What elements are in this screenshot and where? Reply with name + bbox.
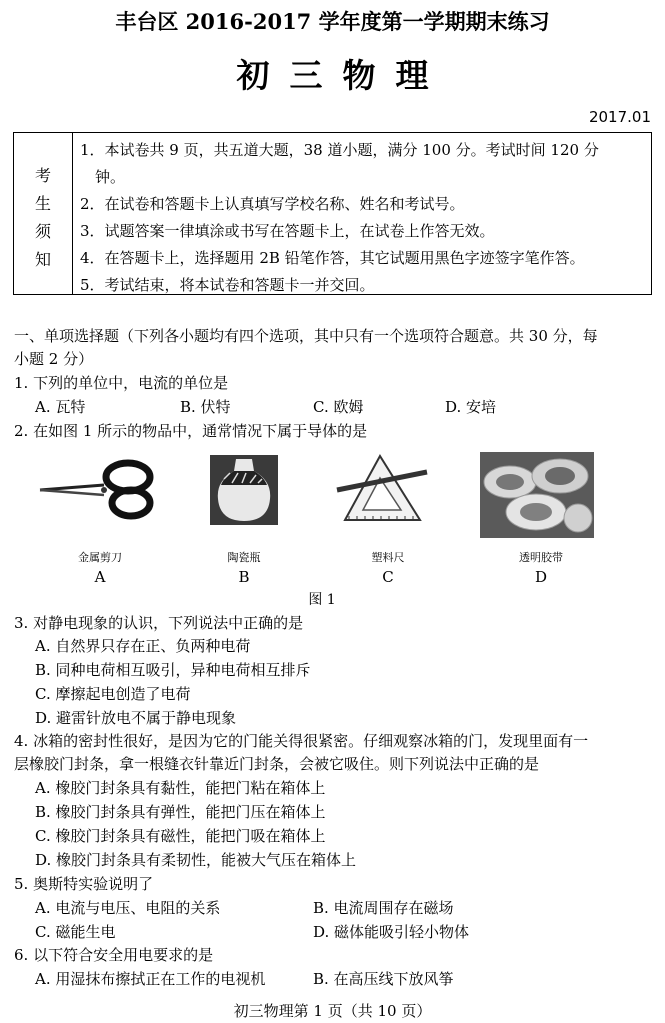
figure-letter-d: D [534, 568, 548, 586]
notice-label-char: 须 [34, 222, 51, 241]
question-5-option-d: D. 磁体能吸引轻小物体 [313, 923, 470, 941]
figure-letter-b: B [238, 568, 250, 586]
question-4-option-b: B. 橡胶门封条具有弹性，能把门压在箱体上 [35, 803, 326, 821]
figure-label-a: 金属剪刀 [78, 551, 122, 564]
notice-label-char: 知 [34, 250, 51, 269]
exam-date: 2017.01 [588, 108, 651, 126]
question-3-option-a: A. 自然界只存在正、负两种电荷 [35, 637, 251, 655]
notice-label-char: 生 [34, 194, 51, 213]
question-6-option-a: A. 用湿抹布擦拭正在工作的电视机 [35, 970, 266, 988]
notice-item: 4．在答题卡上，选择题用 2B 铅笔作答，其它试题用黑色字迹签字笔作答。 [80, 249, 585, 267]
question-1-option-b: B. 伏特 [180, 398, 231, 416]
notice-item: 3．试题答案一律填涂或书写在答题卡上，在试卷上作答无效。 [80, 222, 495, 240]
notice-label [14, 133, 73, 294]
transparent-tape-image [480, 452, 594, 538]
section-heading-cont: 小题 2 分） [14, 350, 94, 368]
section-heading: 一、单项选择题（下列各小题均有四个选项，其中只有一个选项符合题意。共 30 分，每 [14, 327, 598, 345]
figure-letter-a: A [94, 568, 106, 586]
question-6-stem: 6. 以下符合安全用电要求的是 [14, 946, 214, 964]
notice-item: 1．本试卷共 9 页，共五道大题，38 道小题，满分 100 分。考试时间 120 分 [80, 141, 599, 159]
question-4-option-d: D. 橡胶门封条具有柔韧性，能被大气压在箱体上 [35, 851, 357, 869]
figure-caption: 图 1 [308, 592, 336, 608]
question-4-option-a: A. 橡胶门封条具有黏性，能把门粘在箱体上 [35, 779, 326, 797]
question-1-option-c: C. 欧姆 [313, 398, 364, 416]
notice-items [80, 137, 648, 299]
plastic-ruler-image [335, 450, 431, 530]
question-1-stem: 1. 下列的单位中，电流的单位是 [14, 374, 229, 392]
ceramic-vase-image [210, 455, 278, 525]
question-6-option-b: B. 在高压线下放风筝 [313, 970, 454, 988]
exam-title: 丰台区 2016-2017 学年度第一学期期末练习 [115, 9, 550, 34]
notice-item: 2．在试卷和答题卡上认真填写学校名称、姓名和考试号。 [80, 195, 465, 213]
figure-label-d: 透明胶带 [519, 551, 563, 564]
question-5-option-c: C. 磁能生电 [35, 923, 116, 941]
question-1-option-d: D. 安培 [445, 398, 497, 416]
question-3-option-b: B. 同种电荷相互吸引，异种电荷相互排斥 [35, 661, 311, 679]
page-footer: 初三物理第 1 页（共 10 页） [233, 1002, 432, 1020]
notice-label-char: 考 [34, 166, 51, 185]
question-2-stem: 2. 在如图 1 所示的物品中，通常情况下属于导体的是 [14, 422, 368, 440]
scissors-image [36, 455, 154, 525]
question-4-stem-cont: 层橡胶门封条，拿一根缝衣针靠近门封条，会被它吸住。则下列说法中正确的是 [14, 755, 540, 773]
question-3-option-c: C. 摩擦起电创造了电荷 [35, 685, 191, 703]
question-3-option-d: D. 避雷针放电不属于静电现象 [35, 709, 237, 727]
question-1-option-a: A. 瓦特 [35, 398, 86, 416]
question-4-stem: 4. 冰箱的密封性很好，是因为它的门能关得很紧密。仔细观察冰箱的门，发现里面有一 [14, 732, 589, 750]
question-3-stem: 3. 对静电现象的认识，下列说法中正确的是 [14, 614, 304, 632]
figure-letter-c: C [382, 568, 394, 586]
candidate-notice-box [13, 132, 652, 295]
question-5-option-a: A. 电流与电压、电阻的关系 [35, 899, 221, 917]
notice-item: 钟。 [95, 168, 126, 186]
figure-label-b: 陶瓷瓶 [227, 551, 261, 564]
question-5-option-b: B. 电流周围存在磁场 [313, 899, 454, 917]
notice-item: 5．考试结束，将本试卷和答题卡一并交回。 [80, 276, 375, 294]
question-5-stem: 5. 奥斯特实验说明了 [14, 875, 154, 893]
question-4-option-c: C. 橡胶门封条具有磁性，能把门吸在箱体上 [35, 827, 326, 845]
figure-label-c: 塑料尺 [371, 551, 405, 564]
subject-title: 初三物理 [236, 56, 449, 95]
